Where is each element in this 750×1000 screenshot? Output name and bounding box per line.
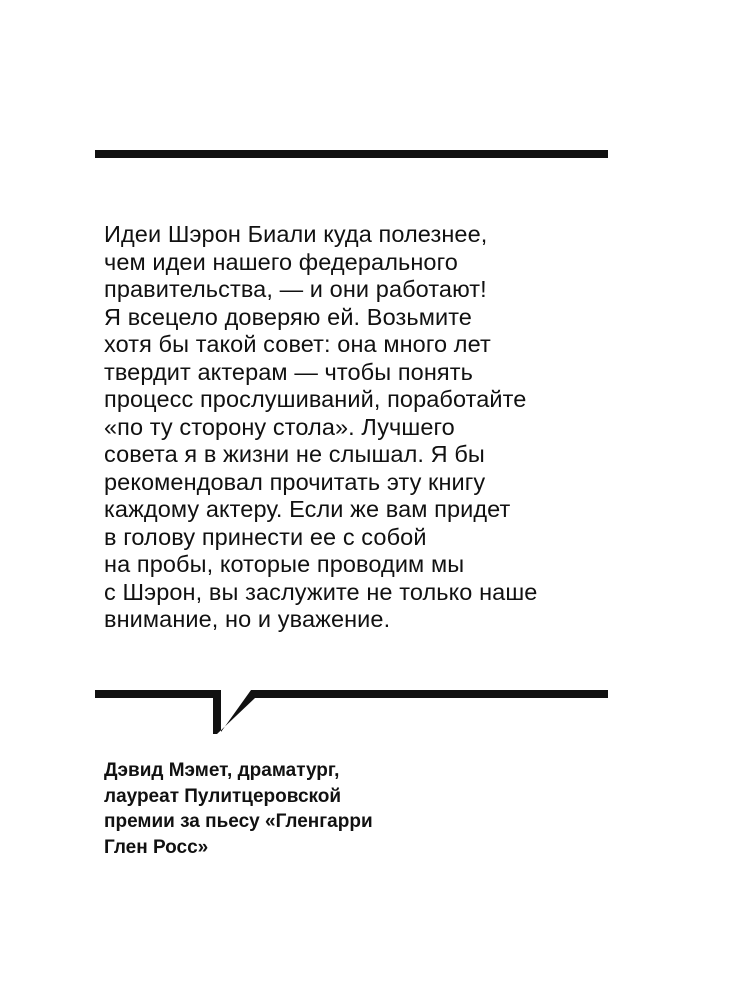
quote-attribution: [104, 758, 524, 860]
quote-line: совета я в жизни не слышал. Я бы: [104, 441, 485, 467]
quote-line: рекомендовал прочитать эту книгу: [104, 468, 486, 495]
speech-bubble-divider-rule: [95, 690, 608, 734]
attribution-line: Дэвид Мэмет, драматург,: [104, 760, 340, 781]
attribution-line: лауреат Пулитцеровской: [104, 785, 342, 807]
top-divider-rule: [95, 150, 608, 158]
quote-line: Я всецело доверяю ей. Возьмите: [104, 303, 472, 330]
quote-line: твердит актерам — чтобы понять: [104, 358, 473, 385]
quote-line: чем идеи нашего федерального: [104, 248, 458, 275]
quote-line: внимание, но и уважение.: [104, 606, 391, 632]
attribution-line: Глен Росс»: [104, 836, 209, 858]
speech-bubble-pointer-icon: [95, 686, 615, 736]
attribution-line: премии за пьесу «Гленгарри: [104, 811, 373, 832]
quote-line: «по ту сторону стола». Лучшего: [104, 413, 455, 440]
quote-line: процесс прослушиваний, поработайте: [104, 386, 527, 412]
testimonial-quote: [104, 221, 624, 634]
quote-line: каждому актеру. Если же вам придет: [104, 496, 511, 522]
quote-line: хотя бы такой совет: она много лет: [104, 331, 491, 357]
quote-line: с Шэрон, вы заслужите не только наше: [104, 578, 538, 605]
quote-line: правительства, — и они работают!: [104, 276, 487, 302]
quote-line: на пробы, которые проводим мы: [104, 551, 465, 577]
quote-line: Идеи Шэрон Биали куда полезнее,: [104, 221, 488, 247]
quote-line: в голову принести ее с собой: [104, 523, 427, 550]
